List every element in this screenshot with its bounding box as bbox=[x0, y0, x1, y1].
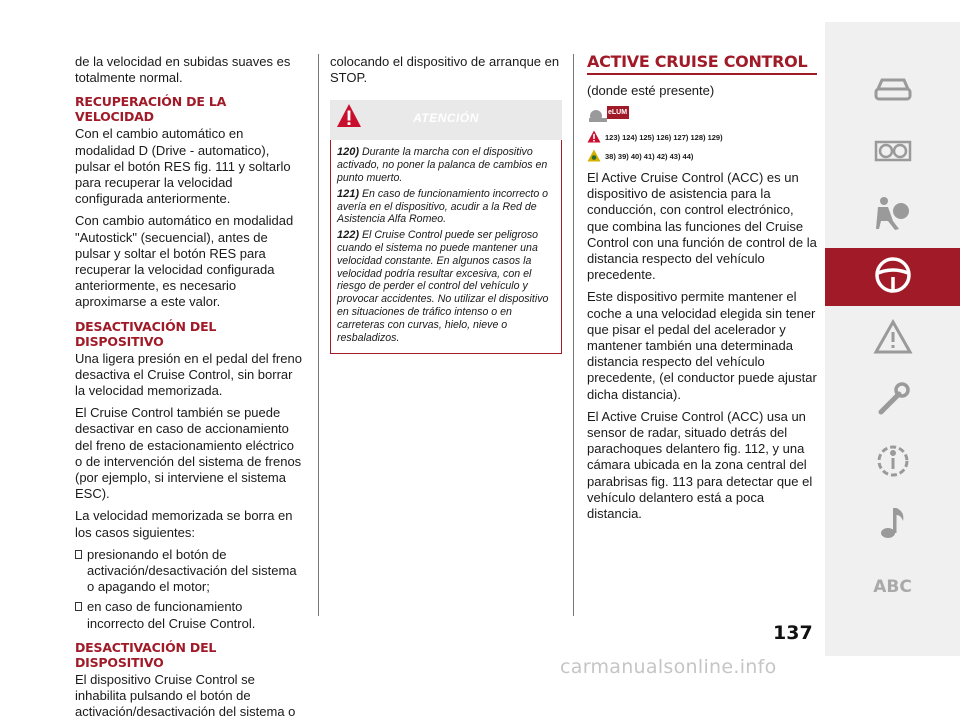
warning-120 bbox=[337, 146, 555, 184]
sidebar-item-car[interactable] bbox=[825, 62, 960, 120]
airbag-icon bbox=[873, 195, 913, 236]
sidebar-item-index[interactable] bbox=[825, 558, 960, 616]
warning-121 bbox=[337, 188, 555, 226]
warning-header bbox=[330, 100, 562, 140]
warning-text: Durante la marcha con el dispositivo activado, no poner la palanca de cambios en punto muerto. bbox=[337, 146, 548, 184]
sidebar-item-emergency[interactable] bbox=[825, 310, 960, 368]
sidebar-item-dashboard[interactable] bbox=[825, 124, 960, 182]
warning-number: 122) bbox=[337, 229, 360, 242]
column-left bbox=[75, 54, 303, 727]
deactivation2-paragraph-1: El dispositivo Cruise Control se inhabilita pulsando el botón de activación/desactivación del sistema o bbox=[75, 671, 296, 720]
steering-wheel-icon bbox=[873, 255, 913, 300]
warning-text: El Cruise Control puede ser peligroso cuando el sistema no puede mantener una velocidad constante. En algunos casos la velocidad podría resultar excesiva, con el riesgo de perder el control del vehículo y provocar accidentes. No utilizar el dispositivo en situaciones de tráfico intenso o en carreteras con curvas, hielo, nieve o resbaladizos. bbox=[337, 229, 549, 344]
warning-number: 121) bbox=[337, 187, 360, 200]
continued-text: colocando el dispositivo de arranque en STOP. bbox=[330, 54, 560, 86]
environment-icon bbox=[587, 149, 601, 166]
deactivation-paragraph-2: El Cruise Control también se puede desactivar en caso de accionamiento del freno de estacionamiento eléctrico o de intervención del sistema de frenos (por ejemplo, si interviene el sistema ESC). bbox=[75, 405, 302, 502]
checkbox-bullet-icon bbox=[75, 550, 82, 559]
bullet-text-1: presionando el botón de activación/desactivación del sistema o apagando el motor; bbox=[87, 546, 297, 595]
car-icon bbox=[873, 75, 913, 108]
dashboard-icon bbox=[873, 138, 913, 169]
acc-paragraph-3: El Active Cruise Control (ACC) usa un sensor de radar, situado detrás del parachoques delantero fig. 112, y una cámara ubicada en la zona central del parabrisas fig. 113 para detectar que el vehículo delantero está a poca distancia. bbox=[587, 408, 813, 522]
deactivation-paragraph-1: Una ligera presión en el pedal del freno desactiva el Cruise Control, sin borrar la velocidad memorizada. bbox=[75, 350, 302, 399]
environment-refs-row bbox=[587, 149, 817, 166]
list-item bbox=[75, 599, 303, 631]
environment-refs: 38) 39) 40) 41) 42) 43) 44) bbox=[605, 152, 694, 162]
sidebar-item-multimedia[interactable] bbox=[825, 496, 960, 554]
elum-row bbox=[587, 105, 817, 127]
column-divider bbox=[318, 54, 319, 616]
chapter-sidebar bbox=[825, 22, 960, 656]
elum-label: eLUM bbox=[608, 109, 628, 117]
section-title-recovery: RECUPERACIÓN DE LA VELOCIDAD bbox=[75, 94, 227, 125]
abc-label: ABC bbox=[873, 577, 912, 597]
warning-triangle-icon bbox=[587, 130, 601, 147]
column-right bbox=[587, 54, 817, 528]
section-title-deactivation-2: DESACTIVACIÓN DEL DISPOSITIVO bbox=[75, 639, 217, 670]
info-gear-icon bbox=[873, 441, 913, 486]
sidebar-item-driving[interactable] bbox=[825, 248, 960, 306]
warning-triangle-icon bbox=[873, 319, 913, 360]
intro-text: de la velocidad en subidas suaves es totalmente normal. bbox=[75, 54, 291, 86]
warning-label: ATENCIÓN bbox=[413, 111, 479, 126]
checkbox-bullet-icon bbox=[75, 602, 82, 611]
wrench-icon bbox=[873, 379, 913, 424]
warning-number: 120) bbox=[337, 146, 360, 159]
warning-refs: 123) 124) 125) 126) 127) 128) 129) bbox=[605, 133, 723, 143]
deactivation-paragraph-3: La velocidad memorizada se borra en los casos siguientes: bbox=[75, 508, 293, 540]
watermark: carmanualsonline.info bbox=[560, 656, 777, 678]
acc-paragraph-2: Este dispositivo permite mantener el coche a una velocidad elegida sin tener que pisar el pedal del acelerador y mantener también una determinada distancia respecto del vehículo precedente, (el conductor puede ajustar dicha distancia). bbox=[587, 289, 817, 402]
bullet-text-2: en caso de funcionamiento incorrecto del Cruise Control. bbox=[87, 599, 256, 631]
page-number: 137 bbox=[773, 622, 813, 644]
subtitle: (donde esté presente) bbox=[587, 83, 715, 99]
page-title: ACTIVE CRUISE CONTROL bbox=[587, 54, 817, 75]
music-note-icon bbox=[873, 503, 913, 548]
section-title-deactivation: DESACTIVACIÓN DEL DISPOSITIVO bbox=[75, 318, 217, 349]
recovery-paragraph-2: Con cambio automático en modalidad "Autostick" (secuencial), antes de pulsar y soltar el botón RES para recuperar la velocidad configurada anteriormente, es necesario aproximarse a este valor. bbox=[75, 213, 294, 310]
sidebar-item-maintenance[interactable] bbox=[825, 372, 960, 430]
column-divider bbox=[573, 54, 574, 616]
warning-text: En caso de funcionamiento incorrecto o avería en el dispositivo, acudir a la Red de Asistencia Alfa Romeo. bbox=[337, 187, 549, 226]
sidebar-item-safety[interactable] bbox=[825, 186, 960, 244]
acc-paragraph-1: El Active Cruise Control (ACC) es un dispositivo de asistencia para la conducción, con control electrónico, que combina las funciones del Cruise Control con una función de control de la distancia respecto del vehículo precedente. bbox=[587, 170, 817, 283]
warning-box bbox=[330, 140, 562, 354]
recovery-paragraph-1: Con el cambio automático en modalidad D (Drive - automatico), pulsar el botón RES fig. 111 y soltarlo para recuperar la velocidad configurada anteriormente. bbox=[75, 126, 291, 207]
sidebar-item-technical-data[interactable] bbox=[825, 434, 960, 492]
warning-122 bbox=[337, 229, 555, 344]
column-middle bbox=[330, 54, 562, 354]
warning-refs-row bbox=[587, 130, 817, 147]
list-item bbox=[75, 547, 303, 596]
